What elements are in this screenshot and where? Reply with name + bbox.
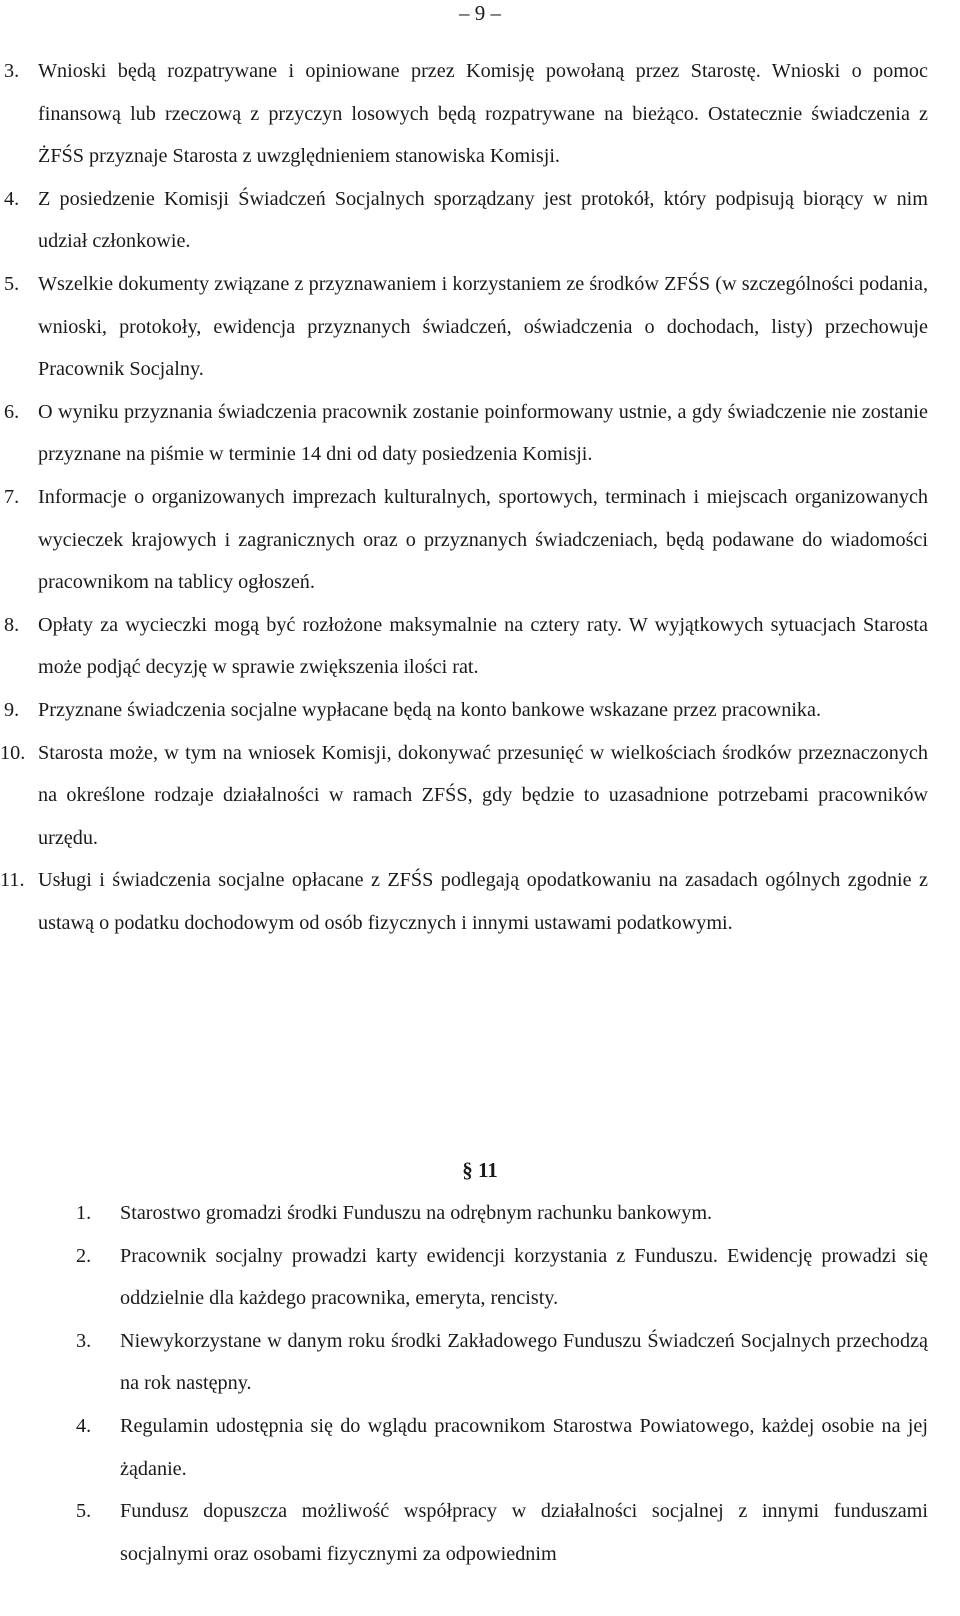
list-item bbox=[0, 50, 960, 178]
list-item-text: Informacje o organizowanych imprezach kulturalnych, sportowych, terminach i miejscach organizowanych wycieczek krajowych i zagranicznych oraz o przyznanych świadczeniach, będą podawane do wiadomości pracownikom na tablicy ogłoszeń. bbox=[38, 485, 928, 594]
section-heading: § 11 bbox=[462, 1158, 498, 1182]
list-item-text: Pracownik socjalny prowadzi karty ewidencji korzystania z Funduszu. Ewidencję prowadzi się oddzielnie dla każdego pracownika, emeryta, rencisty. bbox=[120, 1244, 928, 1310]
list-item-text: Usługi i świadczenia socjalne opłacane z ZFŚS podlegają opodatkowaniu na zasadach ogólnych zgodnie z ustawą o podatku dochodowym od osób fizycznych i innymi ustawami podatkowymi. bbox=[38, 869, 928, 934]
list-item bbox=[0, 1405, 960, 1490]
list-item-number: 4. bbox=[76, 1414, 92, 1437]
list-item bbox=[0, 1192, 960, 1235]
page-number: – 9 – bbox=[459, 1, 501, 25]
upper-numbered-list bbox=[0, 50, 960, 944]
list-item-number: 8. bbox=[4, 613, 20, 636]
list-item bbox=[0, 604, 960, 689]
list-item-text: Z posiedzenie Komisji Świadczeń Socjalnych sporządzany jest protokół, który podpisują biorący w nim udział członkowie. bbox=[38, 187, 928, 253]
list-item bbox=[0, 859, 960, 944]
list-item-number: 10. bbox=[0, 741, 26, 764]
list-item bbox=[0, 1235, 960, 1320]
list-item-number: 3. bbox=[4, 60, 20, 82]
list-item-number: 2. bbox=[76, 1244, 92, 1267]
list-item-number: 11. bbox=[0, 869, 25, 892]
list-item-text: O wyniku przyznania świadczenia pracownik zostanie poinformowany ustnie, a gdy świadczenie nie zostanie przyznane na piśmie w terminie 14 dni od daty posiedzenia Komisji. bbox=[38, 400, 928, 466]
list-item bbox=[0, 476, 960, 604]
list-item bbox=[0, 1320, 960, 1405]
list-item-number: 5. bbox=[76, 1500, 92, 1523]
section-11-list bbox=[0, 1192, 960, 1575]
list-item-text: Starostwo gromadzi środki Funduszu na odrębnym rachunku bankowym. bbox=[120, 1202, 713, 1224]
list-item-text: Przyznane świadczenia socjalne wypłacane będą na konto bankowe wskazane przez pracownika. bbox=[38, 698, 822, 721]
list-item-number: 7. bbox=[4, 485, 20, 508]
list-item-text: Niewykorzystane w danym roku środki Zakładowego Funduszu Świadczeń Socjalnych przechodzą na rok następny. bbox=[120, 1329, 928, 1395]
list-item bbox=[0, 1490, 960, 1575]
list-item bbox=[0, 391, 960, 476]
list-item-text: Wszelkie dokumenty związane z przyznawaniem i korzystaniem ze środków ZFŚS (w szczególności podania, wnioski, protokoły, ewidencja przyznanych świadczeń, oświadczenia o dochodach, listy) przechowuje Pracownik Socjalny. bbox=[38, 272, 928, 381]
list-item bbox=[0, 689, 960, 732]
list-item-number: 4. bbox=[4, 187, 20, 210]
list-item bbox=[0, 732, 960, 860]
list-item bbox=[0, 263, 960, 391]
list-item-text: Fundusz dopuszcza możliwość współpracy w działalności socjalnej z innymi funduszami socjalnymi oraz osobami fizycznymi za odpowiednim bbox=[120, 1500, 928, 1565]
list-item-text: Opłaty za wycieczki mogą być rozłożone maksymalnie na cztery raty. W wyjątkowych sytuacjach Starosta może podjąć decyzję w sprawie zwiększenia ilości rat. bbox=[38, 613, 928, 679]
list-item-text: Regulamin udostępnia się do wglądu pracownikom Starostwa Powiatowego, każdej osobie na jej żądanie. bbox=[120, 1414, 928, 1480]
list-item-number: 5. bbox=[4, 272, 20, 295]
list-item-number: 9. bbox=[4, 698, 20, 721]
list-item bbox=[0, 178, 960, 263]
list-item-number: 6. bbox=[4, 400, 20, 423]
list-item-number: 1. bbox=[76, 1202, 92, 1224]
list-item-text: Starosta może, w tym na wniosek Komisji, dokonywać przesunięć w wielkościach środków przeznaczonych na określone rodzaje działalności w ramach ZFŚS, gdy będzie to uzasadnione potrzebami pracowników urzędu. bbox=[38, 741, 928, 849]
list-item-text: Wnioski będą rozpatrywane i opiniowane przez Komisję powołaną przez Starostę. Wnioski o pomoc finansową lub rzeczową z przyczyn losowych będą rozpatrywane na bieżąco. Ostatecznie świadczenia z ŻFŚS przyznaje Starosta z uwzględnieniem stanowiska Komisji. bbox=[38, 60, 928, 168]
list-item-number: 3. bbox=[76, 1329, 92, 1352]
